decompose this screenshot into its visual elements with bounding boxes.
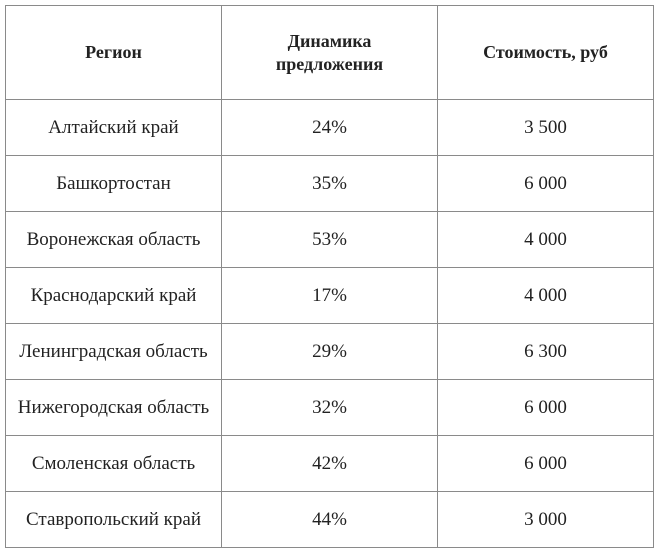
header-dynamics [222, 6, 438, 100]
cell-dynamics: 44% [222, 492, 438, 548]
table-row [6, 156, 654, 212]
cell-region: Ленинградская область [6, 324, 222, 380]
cell-cost: 6 000 [438, 436, 654, 492]
region-table-container [5, 5, 654, 548]
cell-dynamics: 24% [222, 100, 438, 156]
header-cost [438, 6, 654, 100]
cell-dynamics: 42% [222, 436, 438, 492]
header-cost-label: Стоимость, руб [483, 42, 608, 62]
table-row [6, 436, 654, 492]
header-region-label: Регион [85, 42, 142, 62]
cell-cost: 4 000 [438, 212, 654, 268]
cell-dynamics: 17% [222, 268, 438, 324]
cell-dynamics: 35% [222, 156, 438, 212]
table-row [6, 268, 654, 324]
cell-region: Башкортостан [6, 156, 222, 212]
cell-region: Алтайский край [6, 100, 222, 156]
region-table [5, 5, 654, 548]
table-row [6, 380, 654, 436]
cell-region: Смоленская область [6, 436, 222, 492]
table-row [6, 324, 654, 380]
header-dynamics-line1: Динамика [287, 30, 372, 51]
cell-cost: 4 000 [438, 268, 654, 324]
cell-cost: 6 000 [438, 156, 654, 212]
table-row [6, 100, 654, 156]
cell-dynamics: 29% [222, 324, 438, 380]
table-row [6, 212, 654, 268]
cell-dynamics: 32% [222, 380, 438, 436]
cell-region: Ставропольский край [6, 492, 222, 548]
cell-cost: 6 000 [438, 380, 654, 436]
table-header-row [6, 6, 654, 100]
table-row [6, 492, 654, 548]
cell-cost: 3 000 [438, 492, 654, 548]
header-dynamics-line2: предложения [275, 53, 384, 74]
cell-cost: 3 500 [438, 100, 654, 156]
header-region [6, 6, 222, 100]
cell-cost: 6 300 [438, 324, 654, 380]
cell-dynamics: 53% [222, 212, 438, 268]
cell-region: Краснодарский край [6, 268, 222, 324]
cell-region: Воронежская область [6, 212, 222, 268]
cell-region: Нижегородская область [6, 380, 222, 436]
